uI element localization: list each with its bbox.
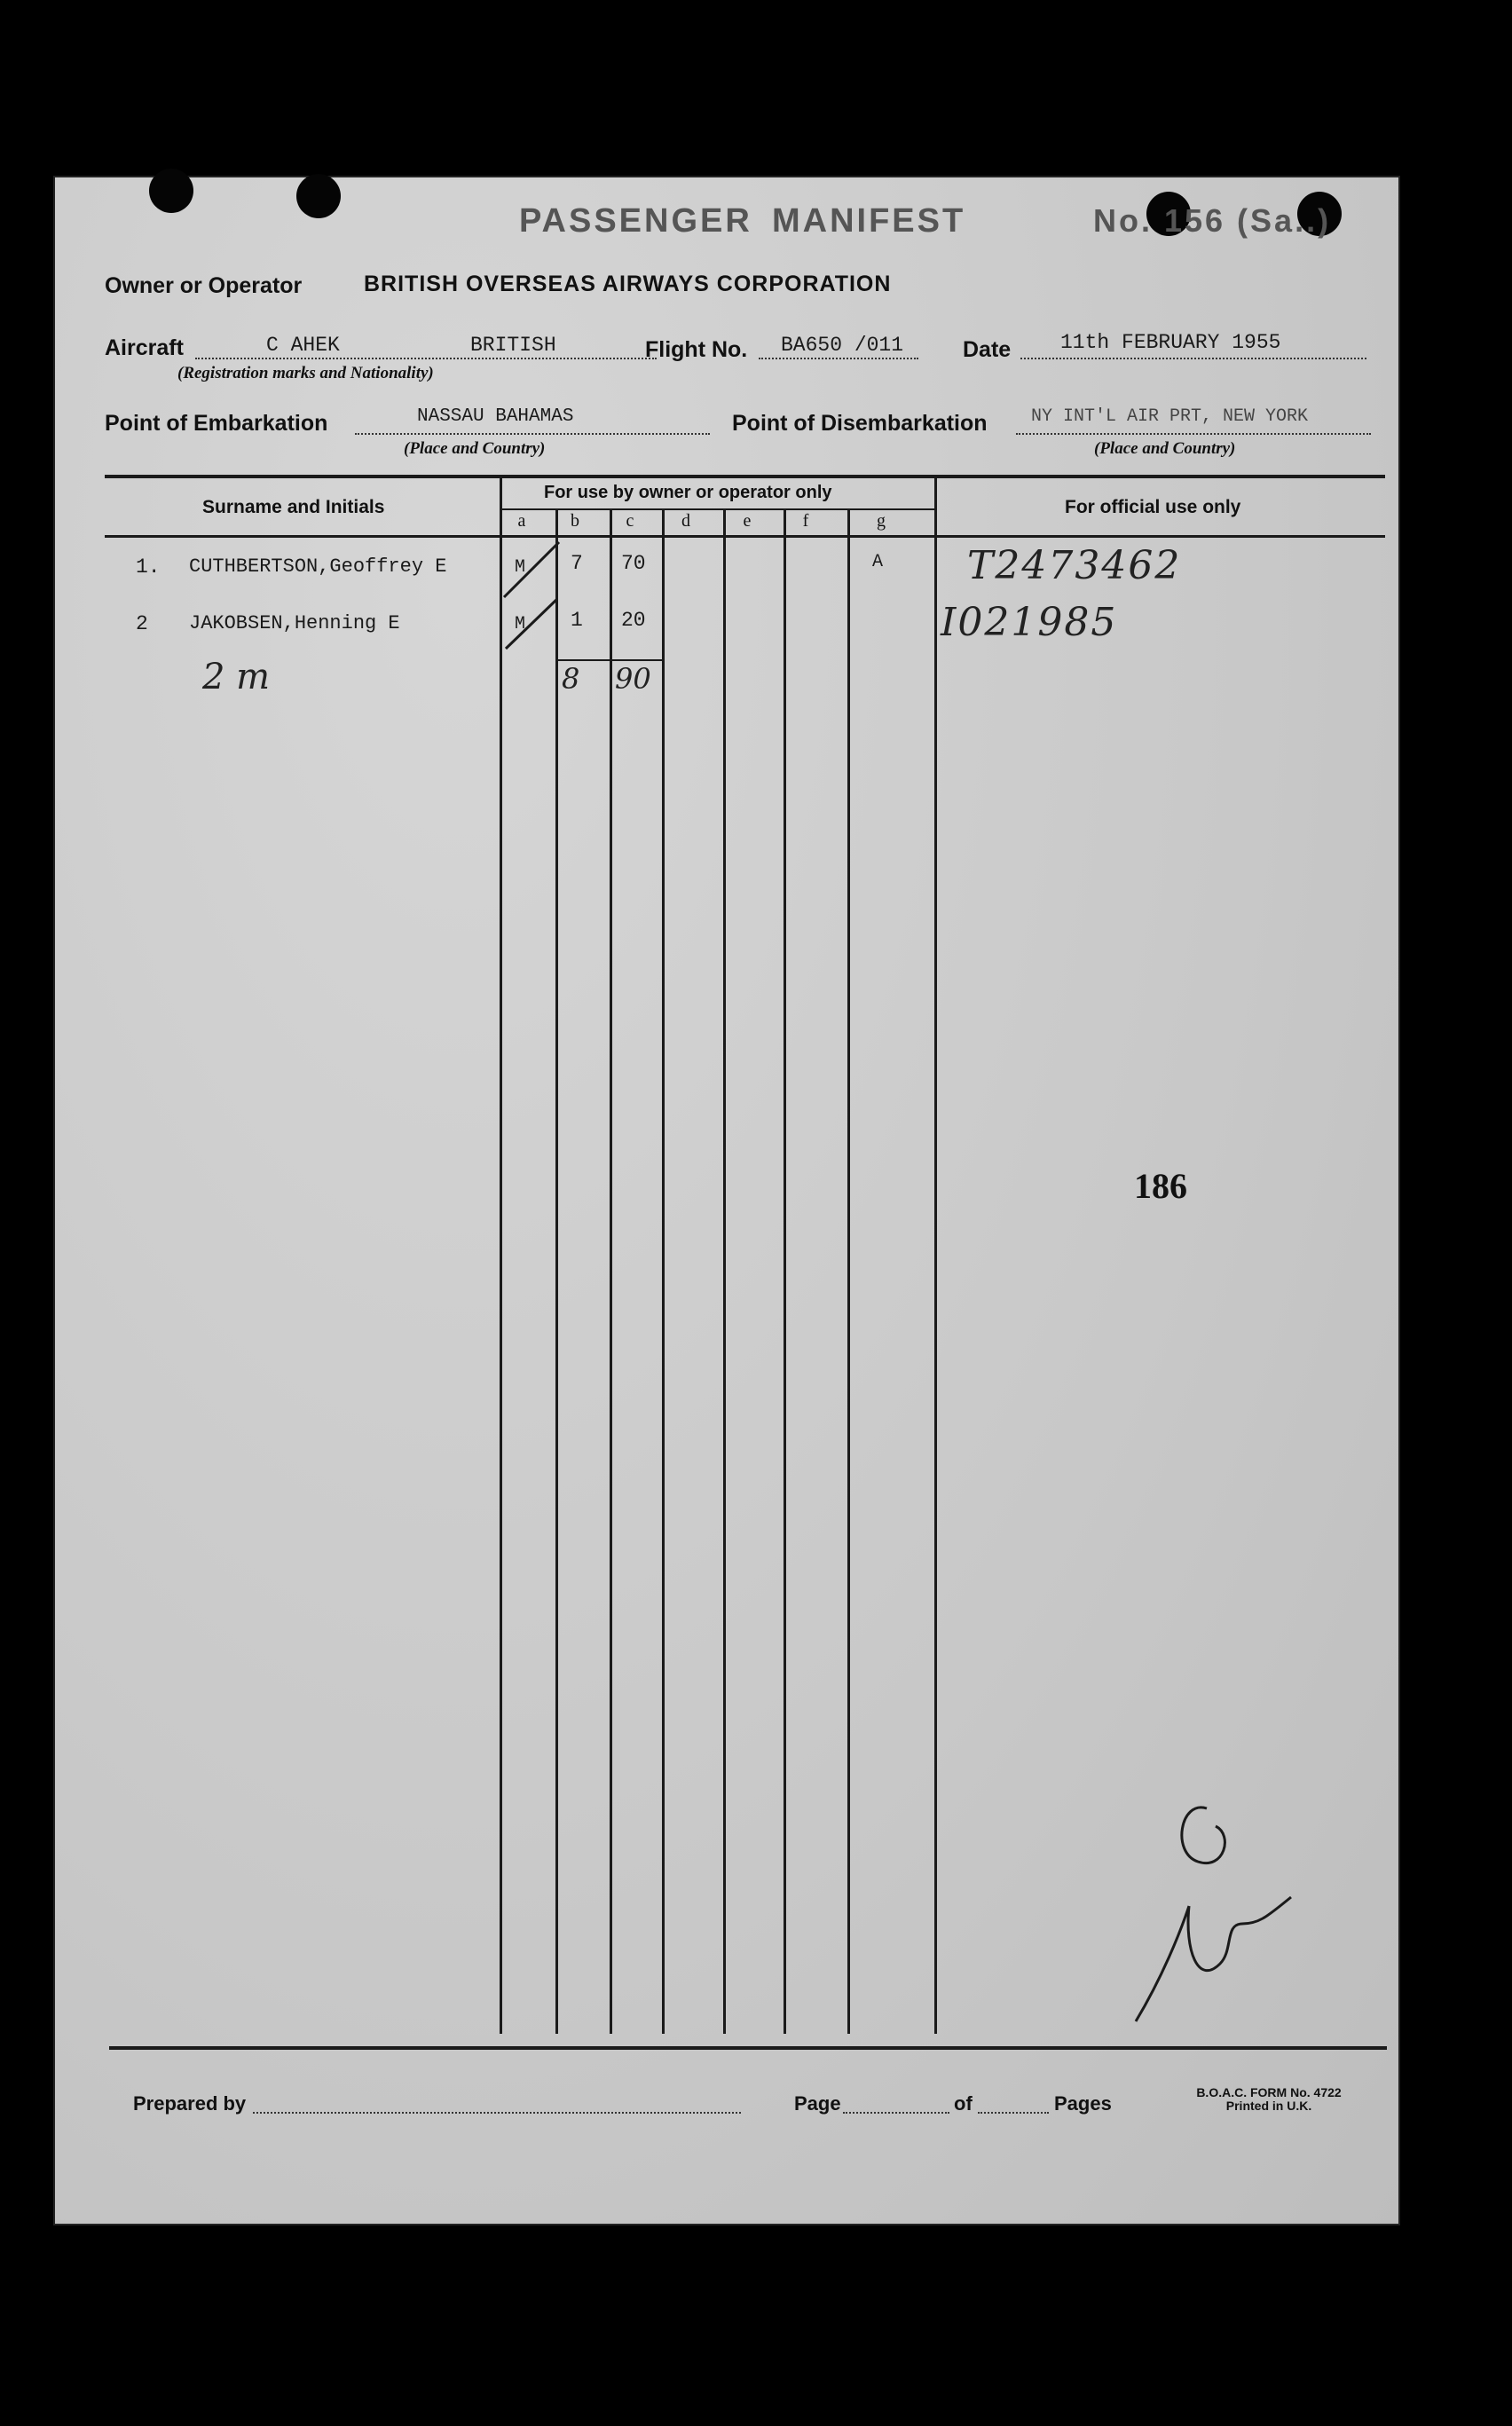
row-2-number: 2 bbox=[136, 612, 148, 635]
footer-rule bbox=[109, 2046, 1387, 2050]
aircraft-sublabel: (Registration marks and Nationality) bbox=[177, 364, 434, 382]
row-2-col-c: 20 bbox=[621, 609, 646, 632]
aircraft-label: Aircraft bbox=[105, 335, 184, 360]
col-rule-b bbox=[555, 508, 558, 2034]
col-letter-d: d bbox=[681, 511, 690, 531]
flight-label: Flight No. bbox=[645, 337, 748, 362]
prepared-by-label: Prepared by bbox=[133, 2092, 247, 2115]
row-2-name: JAKOBSEN,Henning E bbox=[189, 612, 400, 634]
row-1-col-g: A bbox=[872, 552, 884, 572]
disembarkation-label: Point of Disembarkation bbox=[732, 411, 988, 436]
row-2-col-a: M bbox=[515, 614, 526, 634]
table-header-rule bbox=[105, 535, 1385, 538]
row-1-number: 1. bbox=[136, 555, 161, 579]
manifest-title-left: PASSENGER bbox=[519, 202, 752, 240]
aircraft-nationality: BRITISH bbox=[470, 334, 556, 357]
embarkation-value: NASSAU BAHAMAS bbox=[417, 406, 574, 427]
tick-marks bbox=[497, 535, 568, 659]
owner-value: BRITISH OVERSEAS AIRWAYS CORPORATION bbox=[364, 272, 892, 296]
col-rule-a bbox=[500, 477, 502, 2034]
col-surname: Surname and Initials bbox=[202, 497, 385, 517]
row-1-col-c: 70 bbox=[621, 552, 646, 575]
col-letter-f: f bbox=[802, 511, 809, 531]
row-1-col-a: M bbox=[515, 557, 526, 578]
col-owner-use: For use by owner or operator only bbox=[544, 483, 832, 502]
owner-label: Owner or Operator bbox=[105, 273, 303, 298]
col-letter-c: c bbox=[626, 511, 634, 531]
row-2-official: I021985 bbox=[941, 600, 1118, 645]
row-1-official: T2473462 bbox=[967, 543, 1182, 588]
embarkation-sublabel: (Place and Country) bbox=[404, 439, 546, 458]
manifest-number: No. 156 (Sa..) bbox=[1093, 202, 1332, 239]
row-2-col-b: 1 bbox=[571, 609, 583, 632]
total-col-c: 90 bbox=[615, 662, 651, 696]
passenger-total-note: 2 m bbox=[202, 657, 271, 697]
disembarkation-sublabel: (Place and Country) bbox=[1094, 439, 1236, 458]
embarkation-label: Point of Embarkation bbox=[105, 411, 328, 436]
manifest-title-right: MANIFEST bbox=[772, 202, 966, 240]
aircraft-registration: C AHEK bbox=[266, 334, 340, 357]
date-label: Date bbox=[963, 337, 1012, 362]
page-label: Page bbox=[794, 2092, 841, 2115]
col-rule-e bbox=[723, 508, 726, 2034]
printed-in: Printed in U.K. bbox=[1225, 2099, 1312, 2113]
punch-hole-2 bbox=[296, 174, 341, 218]
punch-hole-1 bbox=[149, 169, 193, 213]
table-top-rule bbox=[105, 475, 1385, 478]
col-letter-a: a bbox=[517, 511, 526, 531]
manifest-sheet bbox=[53, 176, 1400, 2225]
of-label: of bbox=[954, 2092, 973, 2115]
col-rule-f bbox=[784, 508, 786, 2034]
form-number: B.O.A.C. FORM No. 4722 bbox=[1196, 2085, 1342, 2099]
disembarkation-value: NY INT'L AIR PRT, NEW YORK bbox=[1031, 406, 1309, 427]
flight-value: BA650 /011 bbox=[781, 334, 904, 357]
official-signature bbox=[1100, 1773, 1313, 2039]
row-1-name: CUTHBERTSON,Geoffrey E bbox=[189, 555, 447, 578]
total-col-b: 8 bbox=[562, 662, 580, 696]
col-letter-b: b bbox=[571, 511, 579, 531]
col-official-use: For official use only bbox=[1065, 497, 1241, 517]
pages-label: Pages bbox=[1054, 2092, 1112, 2115]
col-rule-g bbox=[847, 508, 850, 2034]
col-rule-d bbox=[662, 508, 665, 2034]
stamp-number: 186 bbox=[1134, 1166, 1187, 1206]
col-letter-g: g bbox=[877, 511, 886, 531]
col-rule-official bbox=[934, 477, 937, 2034]
date-value: 11th FEBRUARY 1955 bbox=[1060, 331, 1281, 354]
col-letter-e: e bbox=[743, 511, 752, 531]
col-rule-c bbox=[610, 508, 612, 2034]
row-1-col-b: 7 bbox=[571, 552, 583, 575]
